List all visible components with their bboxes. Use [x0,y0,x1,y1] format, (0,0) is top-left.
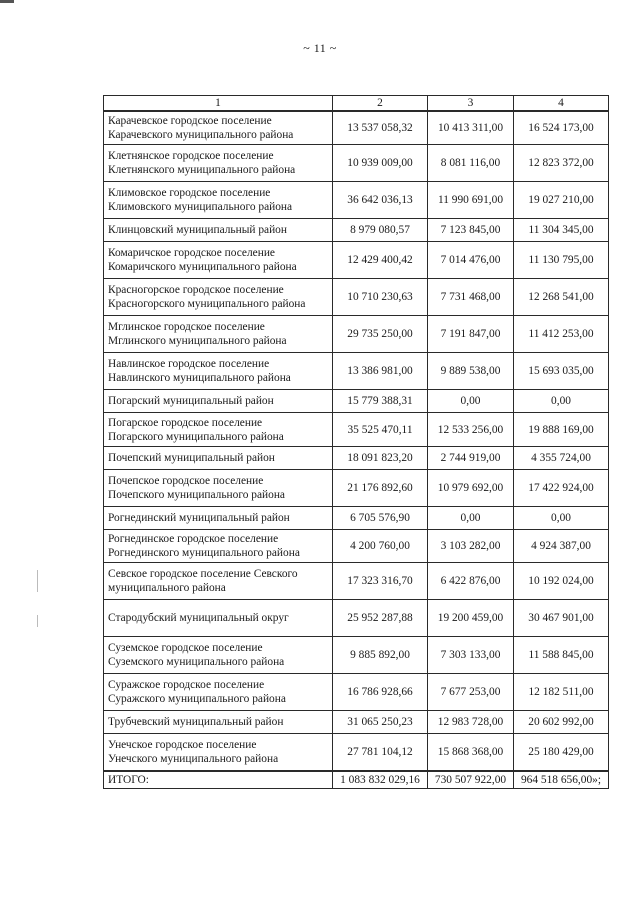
scan-margin-mark [37,615,38,627]
municipality-name-cell: Погарский муниципальный район [104,390,333,413]
value-cell-col3: 9 889 538,00 [428,353,514,390]
value-cell-col4: 12 182 511,00 [514,674,609,711]
value-cell-col2: 35 525 470,11 [333,413,428,447]
value-cell-col3: 10 979 692,00 [428,470,514,507]
value-cell-col3: 0,00 [428,390,514,413]
value-cell-col2: 15 779 388,31 [333,390,428,413]
table-row [104,470,609,507]
municipality-name-cell: Почепский муниципальный район [104,447,333,470]
value-cell-col3: 7 014 476,00 [428,242,514,279]
value-cell-col3: 10 413 311,00 [428,111,514,145]
value-cell-col2: 25 952 287,88 [333,600,428,637]
value-cell-col3: 19 200 459,00 [428,600,514,637]
value-cell-col2: 21 176 892,60 [333,470,428,507]
value-cell-col3: 11 990 691,00 [428,182,514,219]
municipality-name-cell: Суземское городское поселение Суземского муниципального района [104,637,333,674]
value-cell-col2: 17 323 316,70 [333,563,428,600]
value-cell-col2: 29 735 250,00 [333,316,428,353]
value-cell-col4: 20 602 992,00 [514,711,609,734]
value-cell-col4: 19 027 210,00 [514,182,609,219]
page-number: ~ 11 ~ [303,41,337,55]
table-row [104,353,609,390]
table-total-row [104,771,609,789]
value-cell-col2: 36 642 036,13 [333,182,428,219]
municipality-name-cell: Погарское городское поселение Погарского муниципального района [104,413,333,447]
municipality-name-cell: Мглинское городское поселение Мглинского муниципального района [104,316,333,353]
value-cell-col3: 0,00 [428,507,514,530]
value-cell-col3: 3 103 282,00 [428,530,514,563]
value-cell-col2: 31 065 250,23 [333,711,428,734]
total-cell-col2: 1 083 832 029,16 [333,771,428,789]
value-cell-col4: 10 192 024,00 [514,563,609,600]
value-cell-col4: 15 693 035,00 [514,353,609,390]
header-cell: 4 [514,96,609,112]
value-cell-col4: 17 422 924,00 [514,470,609,507]
table-row [104,447,609,470]
value-cell-col4: 4 355 724,00 [514,447,609,470]
table-row [104,390,609,413]
value-cell-col3: 7 731 468,00 [428,279,514,316]
municipality-name-cell: Карачевское городское поселение Карачевского муниципального района [104,111,333,145]
table-row [104,507,609,530]
table-row [104,563,609,600]
table-row [104,316,609,353]
table-header-row [104,96,609,112]
value-cell-col2: 10 710 230,63 [333,279,428,316]
budget-table-container [103,95,608,789]
municipality-name-cell: Климовское городское поселение Климовского муниципального района [104,182,333,219]
value-cell-col3: 8 081 116,00 [428,145,514,182]
municipality-name-cell: Рогнединский муниципальный район [104,507,333,530]
value-cell-col4: 12 823 372,00 [514,145,609,182]
table-row [104,600,609,637]
value-cell-col2: 9 885 892,00 [333,637,428,674]
value-cell-col4: 0,00 [514,390,609,413]
value-cell-col4: 25 180 429,00 [514,734,609,772]
value-cell-col3: 7 303 133,00 [428,637,514,674]
municipality-name-cell: Рогнединское городское поселение Рогнединского муниципального района [104,530,333,563]
value-cell-col3: 7 677 253,00 [428,674,514,711]
value-cell-col2: 4 200 760,00 [333,530,428,563]
municipality-name-cell: Трубчевский муниципальный район [104,711,333,734]
municipality-name-cell: Комаричское городское поселение Комаричского муниципального района [104,242,333,279]
value-cell-col4: 11 588 845,00 [514,637,609,674]
table-row [104,111,609,145]
municipality-name-cell: Суражское городское поселение Суражского муниципального района [104,674,333,711]
table-row [104,219,609,242]
budget-table [103,95,609,789]
table-row [104,279,609,316]
table-row [104,145,609,182]
value-cell-col2: 13 537 058,32 [333,111,428,145]
value-cell-col4: 16 524 173,00 [514,111,609,145]
table-row [104,413,609,447]
header-cell: 1 [104,96,333,112]
municipality-name-cell: Клинцовский муниципальный район [104,219,333,242]
table-row [104,637,609,674]
municipality-name-cell: Клетнянское городское поселение Клетнянского муниципального района [104,145,333,182]
value-cell-col4: 19 888 169,00 [514,413,609,447]
value-cell-col4: 11 304 345,00 [514,219,609,242]
value-cell-col4: 4 924 387,00 [514,530,609,563]
municipality-name-cell: Севское городское поселение Севского муниципального района [104,563,333,600]
scan-corner-mark [0,0,14,3]
header-cell: 3 [428,96,514,112]
value-cell-col3: 2 744 919,00 [428,447,514,470]
value-cell-col2: 18 091 823,20 [333,447,428,470]
table-row [104,182,609,219]
total-cell-col3: 730 507 922,00 [428,771,514,789]
municipality-name-cell: Навлинское городское поселение Навлинского муниципального района [104,353,333,390]
scan-margin-mark [37,570,38,592]
value-cell-col2: 13 386 981,00 [333,353,428,390]
total-label-cell: ИТОГО: [104,771,333,789]
value-cell-col2: 16 786 928,66 [333,674,428,711]
value-cell-col2: 8 979 080,57 [333,219,428,242]
table-row [104,674,609,711]
table-row [104,734,609,772]
value-cell-col3: 12 983 728,00 [428,711,514,734]
municipality-name-cell: Стародубский муниципальный округ [104,600,333,637]
table-row [104,530,609,563]
value-cell-col3: 7 191 847,00 [428,316,514,353]
value-cell-col4: 0,00 [514,507,609,530]
value-cell-col2: 27 781 104,12 [333,734,428,772]
value-cell-col3: 6 422 876,00 [428,563,514,600]
value-cell-col4: 12 268 541,00 [514,279,609,316]
value-cell-col2: 12 429 400,42 [333,242,428,279]
total-cell-col4: 964 518 656,00»; [514,771,609,789]
header-cell: 2 [333,96,428,112]
value-cell-col3: 15 868 368,00 [428,734,514,772]
municipality-name-cell: Унечское городское поселение Унечского муниципального района [104,734,333,772]
value-cell-col3: 12 533 256,00 [428,413,514,447]
table-row [104,242,609,279]
value-cell-col4: 11 412 253,00 [514,316,609,353]
value-cell-col2: 10 939 009,00 [333,145,428,182]
municipality-name-cell: Почепское городское поселение Почепского муниципального района [104,470,333,507]
table-row [104,711,609,734]
value-cell-col3: 7 123 845,00 [428,219,514,242]
value-cell-col2: 6 705 576,90 [333,507,428,530]
value-cell-col4: 30 467 901,00 [514,600,609,637]
municipality-name-cell: Красногорское городское поселение Красногорского муниципального района [104,279,333,316]
value-cell-col4: 11 130 795,00 [514,242,609,279]
